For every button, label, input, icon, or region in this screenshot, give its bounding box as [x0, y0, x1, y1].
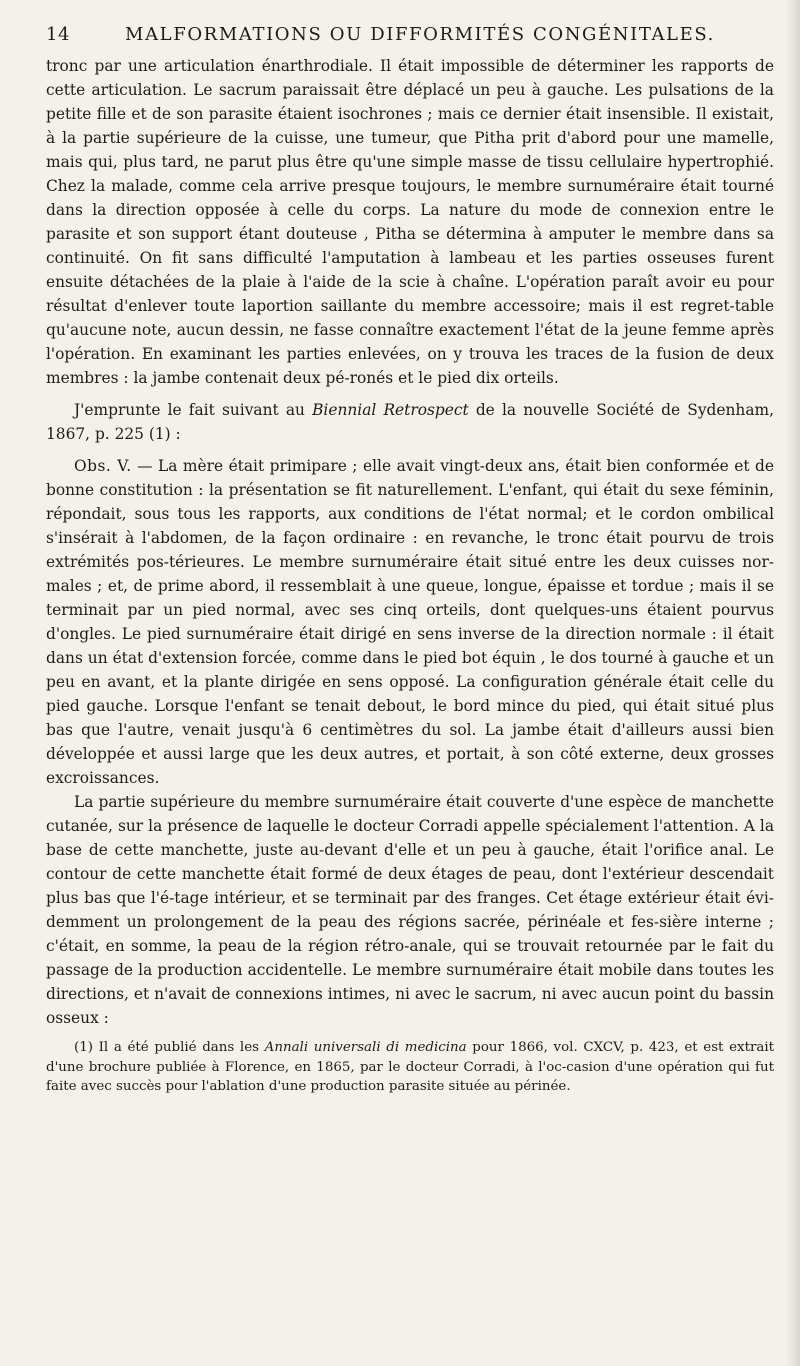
source-intro-rest: de la nouvelle Société de Sydenham, 1867, p. 225 (1) : [46, 401, 774, 443]
page-edge-shadow [786, 0, 800, 1366]
book-page [46, 24, 774, 1097]
footnote-journal-title: Annali universali di medicina [264, 1040, 467, 1055]
observation-label: Obs. V. [74, 457, 132, 475]
source-intro-text: J'emprunte le fait suivant au [74, 401, 313, 419]
running-title: MALFORMATIONS OU DIFFORMITÉS CONGÉNITALES. [125, 24, 715, 45]
footnote-text: (1) Il a été publié dans les [74, 1040, 265, 1055]
observation-text: — La mère était primipare ; elle avait vingt-deux ans, était bien conformée et de bonne constitution : la présentation se fit naturellement. L'enfant, qui était du sexe féminin, répondait, sous tous les rapports, aux conditions de l'état normal; et le cordon ombilical s'insérait à l'abdomen, de la façon ordinaire : en revanche, le tronc était pourvu de trois extrémités pos-térieures. Le membre surnuméraire était situé entre les deux cuisses nor-males ; et, de prime abord, il ressemblait à une queue, longue, épaisse et tordue ; mais il se terminait par un pied normal, avec ses cinq orteils, dont quelques-uns étaient pourvus d'ongles. Le pied surnuméraire était dirigé en sens inverse de la direction normale : il était dans un état d'extension forcée, comme dans le pied bot équin , le dos tourné à gauche et un peu en avant, et la plante dirigée en sens opposé. La configuration générale était celle du pied gauche. Lorsque l'enfant se tenait debout, le bord mince du pied, qui était situé plus bas que l'autre, venait jusqu'à 6 centimètres du sol. La jambe était d'ailleurs aussi bien développée et aussi large que les deux autres, et portait, à son côté externe, deux grosses excroissances. [46, 457, 775, 787]
paragraph-pitha-case: tronc par une articulation énarthrodiale. Il était impossible de déterminer les rapports de cette articulation. Le sacrum paraissait être déplacé un peu à gauche. Les pulsations de la petite fille et de son parasite étaient isochrones ; mais ce dernier était insensible. Il existait, à la partie supérieure de la cuisse, une tumeur, que Pitha prit d'abord pour une mamelle, mais qui, plus tard, ne parut plus être qu'une simple masse de tissu cellulaire hypertrophié. Chez la malade, comme cela arrive presque toujours, le membre surnuméraire était tourné dans la direction opposée à celle du corps. La nature du mode de connexion entre le parasite et son support étant douteuse , Pitha se détermina à amputer le membre dans sa continuité. On fit sans difficulté l'amputation à lambeau et les parties osseuses furent ensuite détachées de la plaie à l'aide de la scie à chaîne. L'opération paraît avoir eu pour résultat d'enlever toute laportion saillante du membre accessoire; mais il est regret-table qu'aucune note, aucun dessin, ne fasse connaître exactement l'état de la jeune femme après l'opération. En examinant les parties enlevées, on y trouva les traces de la fusion de deux membres : la jambe contenait deux pé-ronés et le pied dix orteils. [46, 57, 774, 387]
observation-paragraph [46, 454, 774, 790]
page-number: 14 [46, 24, 70, 45]
running-header [46, 24, 774, 52]
footnote [46, 1038, 774, 1097]
paragraph-source-intro [46, 398, 774, 446]
paragraph-manchette: La partie supérieure du membre surnuméraire était couverte d'une espèce de manchette cutanée, sur la présence de laquelle le docteur Corradi appelle spécialement l'attention. A la base de cette manchette, juste au-devant d'elle et un peu à gauche, était l'orifice anal. Le contour de cette manchette était formé de deux étages de peau, dont l'extérieur descendait plus bas que l'é-tage intérieur, et se terminait par des franges. Cet étage extérieur était évi-demment un prolongement de la peau des régions sacrée, périnéale et fes-sière interne ; c'était, en somme, la peau de la région rétro-anale, qui se trouvait retournée par le fait du passage de la production accidentelle. Le membre surnuméraire était mobile dans toutes les directions, et n'avait de connexions intimes, ni avec le sacrum, ni avec aucun point du bassin osseux : [46, 793, 774, 1027]
journal-title: Biennial Retrospect [312, 401, 469, 419]
footnote-text-rest: pour 1866, vol. CXCV, p. 423, et est extrait d'une brochure publiée à Florence, en 1865, par le docteur Corradi, à l'oc-casion d'une opération qui fut faite avec succès pour l'ablation d'une production parasite située au périnée. [46, 1040, 774, 1094]
